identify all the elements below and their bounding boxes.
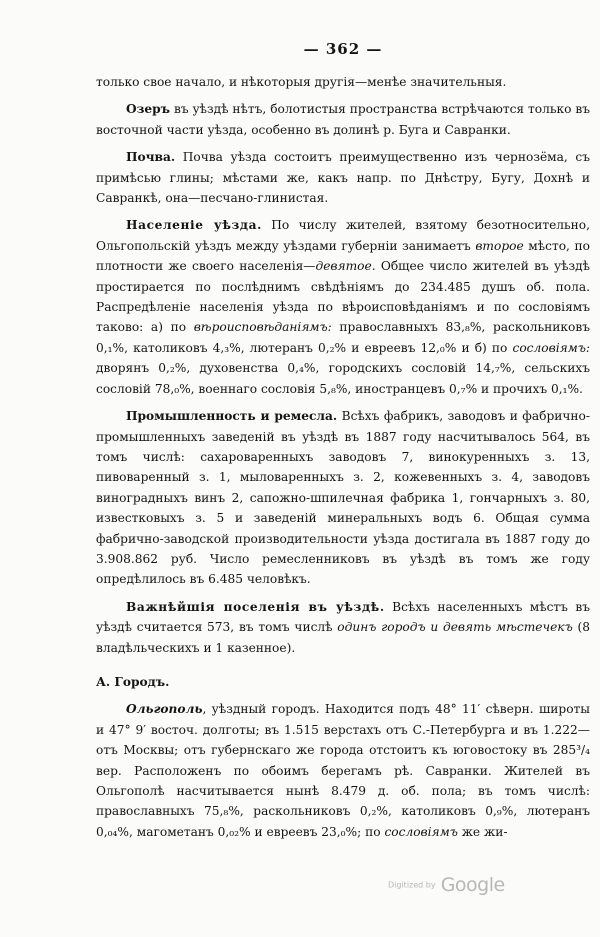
paragraph-soil bbox=[96, 147, 590, 208]
section-heading-settlements: Важнѣйшія поселенія въ уѣздѣ. bbox=[126, 599, 385, 614]
paragraph-text: Всѣхъ фабрикъ, заводовъ и фабрично-промышленныхъ заведеній въ уѣздѣ въ 1887 году насчитывалось 564, въ томъ числѣ: сахароваренныхъ заводовъ 7, винокуренныхъ з. 13, пивоваренный з. 1, мыловаренныхъ з. 2, кожевенныхъ з. 4, заводовъ виноградныхъ винъ 2, сапожно-шпилечная фабрика 1, гончарныхъ з. 80, известковыхъ з. 5 и заведеній минеральныхъ водъ 6. Общая сумма фабрично-заводской производительности уѣзда достигала въ 1887 году до 3.908.862 руб. Число ремесленниковъ въ уѣздѣ въ томъ же году опредѣлилось въ 6.485 человѣкъ. bbox=[96, 409, 591, 587]
paragraph-text: же жи- bbox=[457, 824, 508, 839]
italic-term: девятое. bbox=[315, 259, 376, 274]
paragraph-text: православныхъ 83,₈%, раскольниковъ 0,₁%, католиковъ 4,₃%, лютеранъ 0,₂% и евреевъ 12,₀% и б) по bbox=[96, 320, 590, 355]
page-number: — 362 — bbox=[303, 40, 383, 58]
section-heading-soil: Почва. bbox=[126, 150, 176, 165]
watermark-caption: Digitized by bbox=[388, 880, 436, 890]
paragraph-text: только свое начало, и нѣкоторыя другія—менѣе значительныя. bbox=[96, 75, 507, 89]
section-heading-lakes: Озеръ bbox=[126, 102, 171, 117]
paragraph-text: Общее число жителей въ уѣздѣ простирается по послѣднимъ свѣдѣніямъ до 234.485 душъ об. пола. Распредѣленіе населенія уѣзда по вѣроисповѣданіямъ и по сословіямъ таково: а) по bbox=[96, 259, 590, 335]
paragraph-rivers-end bbox=[96, 72, 590, 92]
italic-term: второе bbox=[475, 238, 524, 253]
paragraph-lakes bbox=[96, 99, 590, 140]
town-name: Ольгополь bbox=[126, 702, 203, 717]
subsection-heading-town: А. Городъ. bbox=[96, 674, 170, 689]
paragraph-text: дворянъ 0,₂%, духовенства 0,₄%, городскихъ сословій 14,₇%, сельскихъ сословій 78,₀%, военнаго сословія 5,₈%, иностранцевъ 0,₇% и прочихъ 0,₁%. bbox=[96, 361, 590, 396]
paragraph-text: въ уѣздѣ нѣтъ, болотистыя пространства встрѣчаются только въ восточной части уѣзда, особенно въ долинѣ р. Буга и Савранки. bbox=[96, 102, 590, 137]
page-body bbox=[96, 72, 590, 842]
italic-term: сословіямъ bbox=[384, 824, 458, 839]
paragraph-text: , уѣздный городъ. Находится подъ 48° 11′ сѣверн. широты и 47° 9′ восточ. долготы; въ 1.515 верстахъ отъ С.-Петербурга и въ 1.222—отъ Москвы; отъ губернскаго же города отстоитъ къ юговостоку въ 285³/₄ вер. Расположенъ по обоимъ берегамъ рѣ. Савранки. Жителей въ Ольгополѣ насчитывается нынѣ 8.479 д. об. пола; въ томъ числѣ: православныхъ 75,₈%, раскольниковъ 0,₂%, католиковъ 0,₉%, лютеранъ 0,₀₄%, магометанъ 0,₀₂% и евреевъ 23,₀%; по bbox=[96, 702, 590, 839]
book-page bbox=[96, 40, 590, 842]
paragraph-text: По числу жителей, взятому безотносительно, Ольгопольскій уѣздъ между уѣздами губерніи занимаетъ bbox=[96, 218, 590, 253]
paragraph-industry bbox=[96, 406, 590, 590]
italic-term: одинъ городъ и девять мѣстечекъ bbox=[337, 620, 573, 635]
paragraph-settlements bbox=[96, 597, 590, 658]
section-heading-population: Населеніе уѣзда. bbox=[126, 218, 262, 233]
paragraph-text: (8 владѣльческихъ и 1 казенное). bbox=[96, 620, 590, 655]
paragraph-text: мѣсто, по плотности же своего населенія— bbox=[96, 238, 590, 274]
digitized-by-google-watermark bbox=[388, 874, 505, 896]
paragraph-population bbox=[96, 215, 590, 399]
paragraph-olgopol bbox=[96, 699, 590, 842]
google-logo: Google bbox=[440, 874, 505, 896]
section-heading-industry: Промышленность и ремесла. bbox=[126, 409, 338, 424]
italic-term: сословіямъ: bbox=[512, 340, 590, 355]
italic-term: вѣроисповѣданіямъ: bbox=[193, 320, 332, 335]
paragraph-text: Всѣхъ населенныхъ мѣстъ въ уѣздѣ считается 573, въ томъ числѣ bbox=[96, 599, 591, 635]
paragraph-text: Почва уѣзда состоитъ преимущественно изъ чернозёма, съ примѣсью глины; мѣстами же, какъ напр. по Днѣстру, Бугу, Дохнѣ и Савранкѣ, она—песчано-глинистая. bbox=[96, 150, 590, 206]
